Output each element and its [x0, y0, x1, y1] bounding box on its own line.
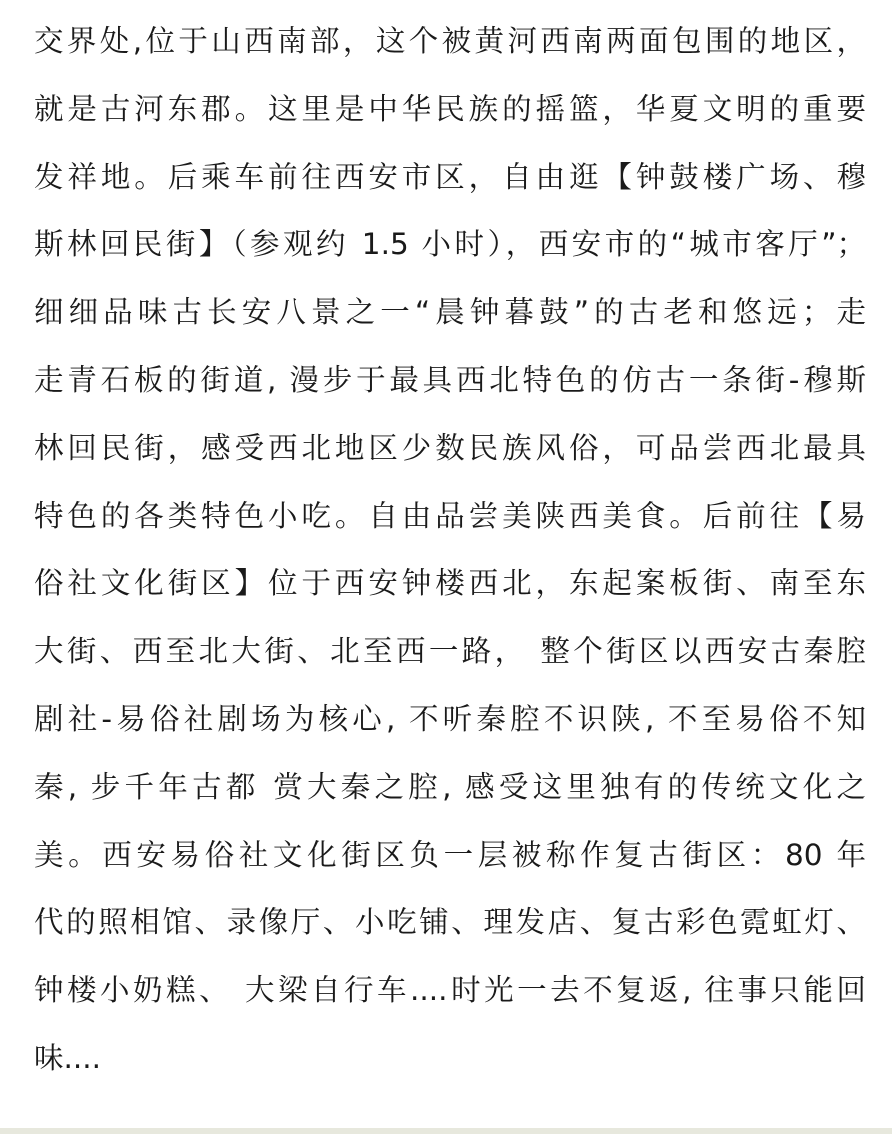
- text-line-16: 味....: [34, 1040, 102, 1075]
- text-line-8: 特色的各类特色小吃。自由品尝美陕西美食。后前往【易: [34, 498, 866, 533]
- text-line-5: 细细品味古长安八景之一“晨钟暮鼓”的古老和悠远；走: [34, 295, 866, 330]
- text-line-13: 美。西安易俗社文化街区负一层被称作复古街区：80 年: [34, 837, 866, 872]
- text-line-4: 斯林回民街】（参观约 1.5 小时），西安市的“城市客厅”；: [34, 227, 866, 262]
- text-line-2: 就是古河东郡。这里是中华民族的摇篮，华夏文明的重要: [34, 91, 866, 126]
- text-line-3: 发祥地。后乘车前往西安市区，自由逛【钟鼓楼广场、穆: [34, 159, 866, 194]
- bottom-divider: [0, 1128, 892, 1134]
- text-line-9: 俗社文化街区】位于西安钟楼西北，东起案板街、南至东: [34, 566, 866, 601]
- text-line-12: 秦, 步千年古都 赏大秦之腔, 感受这里独有的传统文化之: [34, 769, 866, 804]
- text-line-7: 林回民街，感受西北地区少数民族风俗，可品尝西北最具: [34, 430, 866, 465]
- text-line-14: 代的照相馆、录像厅、小吃铺、理发店、复古彩色霓虹灯、: [34, 905, 866, 940]
- text-line-1: 交界处,位于山西南部，这个被黄河西南两面包围的地区，: [34, 24, 866, 58]
- text-line-11: 剧社-易俗社剧场为核心, 不听秦腔不识陕, 不至易俗不知: [34, 701, 866, 736]
- text-line-10: 大街、西至北大街、北至西一路， 整个街区以西安古秦腔: [34, 634, 866, 669]
- text-line-6: 走青石板的街道, 漫步于最具西北特色的仿古一条街-穆斯: [34, 362, 866, 397]
- article-body: [34, 8, 866, 1093]
- text-line-15: 钟楼小奶糕、 大梁自行车....时光一去不复返, 往事只能回: [34, 973, 866, 1008]
